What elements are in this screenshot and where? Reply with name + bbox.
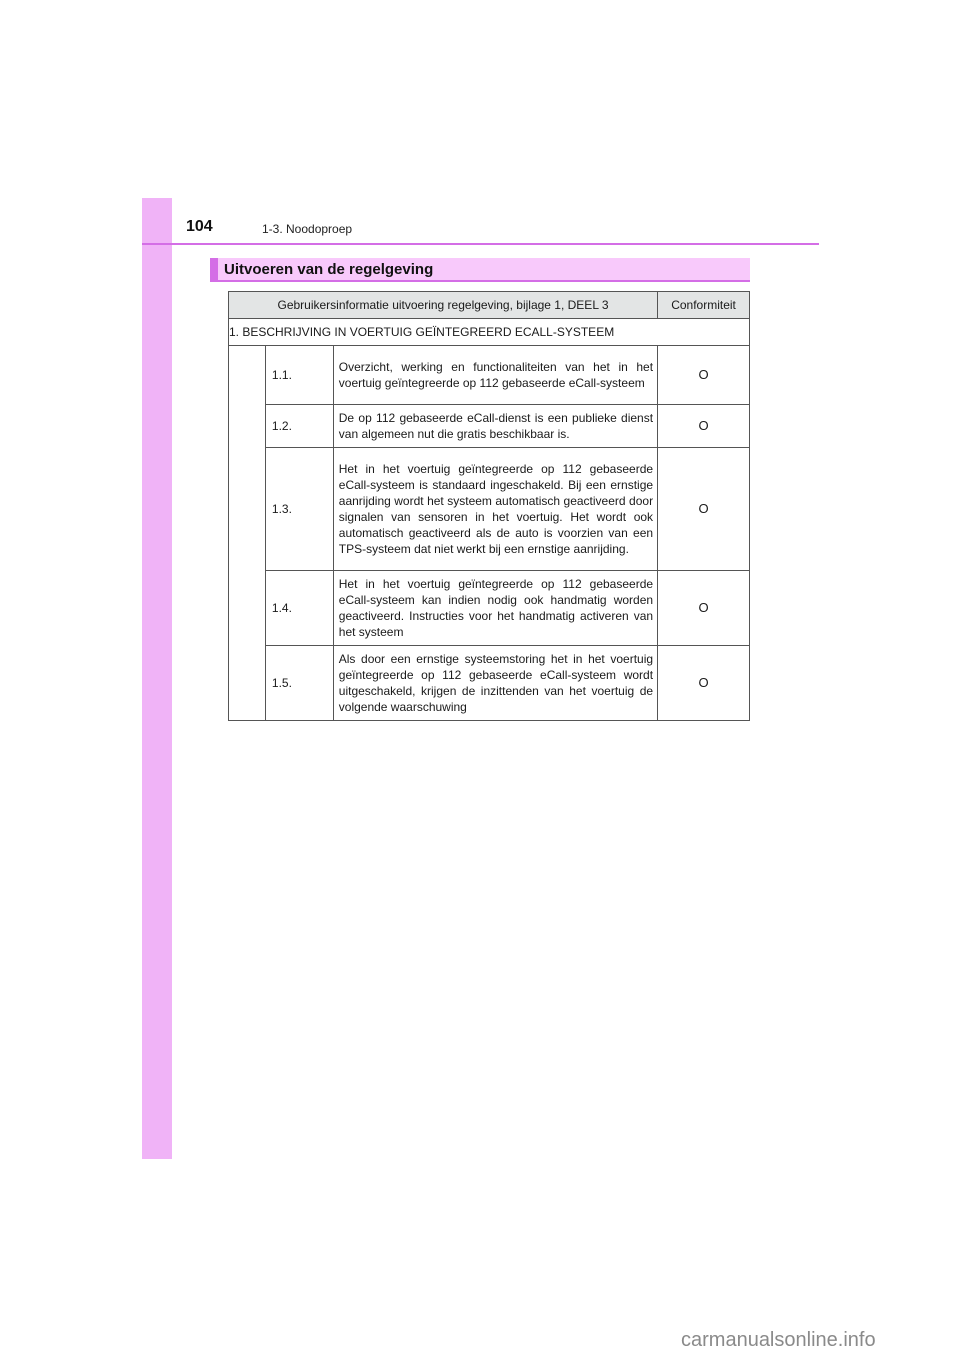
section-title: Uitvoeren van de regelgeving [224,261,434,278]
row-number: 1.3. [265,448,333,571]
table-section-row [229,319,750,346]
section-accent-bar [210,258,218,280]
row-conformity: O [658,646,750,721]
page-number: 104 [186,218,213,235]
row-text: Als door een ernstige systeemstoring het in het voertuig geïntegreerde op 112 gebaseerde eCall-systeem wordt uitgeschakeld, krijgen de inzittenden van het voertuig de volgende waarschuwing [333,646,657,721]
page-side-tab [142,198,172,1159]
table-row [229,571,750,646]
section-row-label: 1. BESCHRIJVING IN VOERTUIG GEÏNTEGREERD ECALL-SYSTEEM [229,319,750,346]
indent-cell [229,346,266,721]
table-row [229,646,750,721]
row-conformity: O [658,346,750,405]
row-text: Het in het voertuig geïntegreerde op 112 gebaseerde eCall-systeem kan indien nodig ook handmatig worden geactiveerd. Instructies voor het handmatig activeren van het systeem [333,571,657,646]
watermark: carmanualsonline.info [681,1329,876,1351]
chapter-title: 1-3. Noodoproep [262,222,353,236]
row-conformity: O [658,448,750,571]
column-header-info: Gebruikersinformatie uitvoering regelgeving, bijlage 1, DEEL 3 [229,292,658,319]
regulation-table [228,291,750,721]
row-number: 1.5. [265,646,333,721]
row-number: 1.2. [265,405,333,448]
column-header-conformity: Conformiteit [658,292,750,319]
table-row [229,346,750,405]
row-text: Het in het voertuig geïntegreerde op 112 gebaseerde eCall-systeem is standaard ingeschakeld. Bij een ernstige aanrijding wordt het systeem automatisch geactiveerd door signalen van sensoren in het voertuig. Het wordt ook automatisch geactiveerd als de auto is voorzien van een TPS-systeem dat niet werkt bij een ernstige aanrijding. [333,448,657,571]
table-header-row [229,292,750,319]
row-text: De op 112 gebaseerde eCall-dienst is een publieke dienst van algemeen nut die gratis beschikbaar is. [333,405,657,448]
table-row [229,405,750,448]
row-number: 1.1. [265,346,333,405]
header-divider [142,243,819,245]
row-text: Overzicht, werking en functionaliteiten van het in het voertuig geïntegreerde op 112 gebaseerde eCall-systeem [333,346,657,405]
row-conformity: O [658,571,750,646]
section-heading [210,258,750,282]
row-number: 1.4. [265,571,333,646]
table-row [229,448,750,571]
row-conformity: O [658,405,750,448]
